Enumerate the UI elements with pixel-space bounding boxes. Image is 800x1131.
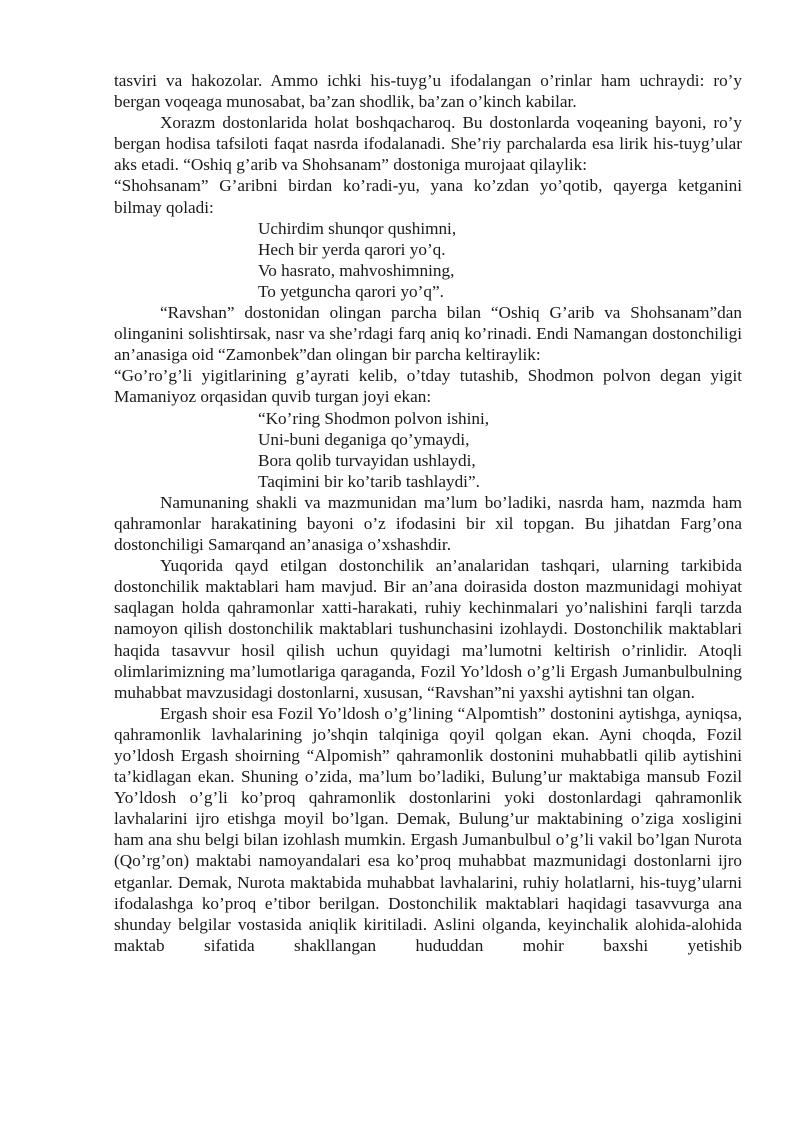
poem-excerpt-1	[114, 218, 742, 302]
poem-line: Hech bir yerda qarori yo’q.	[258, 239, 446, 259]
paragraph-3-continued: “Go’ro’g’li yigitlarining g’ayrati kelib, o’tday tutashib, Shodmon polvon degan yigit Mamaniyoz orqasidan quvib turgan joyi ekan:	[114, 366, 742, 407]
paragraph-1: tasviri va hakozolar. Ammo ichki his-tuyg’u ifodalangan o’rinlar ham uchraydi: ro’y bergan voqeaga munosabat, ba’zan shodlik, ba’zan o’kinch kabilar.	[114, 71, 742, 112]
poem-excerpt-2	[114, 408, 742, 492]
poem-line: Bora qolib turvayidan ushlaydi,	[258, 450, 476, 470]
paragraph-5: Yuqorida qayd etilgan dostonchilik an’analaridan tashqari, ularning tarkibida dostonchilik maktablari ham mavjud. Bir an’ana doirasida doston mazmunidagi mohiyat saqlagan holda qahramonlar xatti-harakati, ruhiy kechinmalari yo’nalishini farqli tarzda namoyon qilish dostonchilik maktablari tushunchasini izohlaydi. Dostonchilik maktablari haqida tasavvur hosil qilish uchun quyidagi ma’lumotni keltirish o’rinlidir. Atoqli olimlarimizning ma’lumotlariga qaraganda, Fozil Yo’ldosh o’g’li Ergash Jumanbulbulning muhabbat mavzusidagi dostonlarni, xususan, “Ravshan”ni yaxshi aytishni tan olgan.	[114, 556, 742, 702]
poem-line: Taqimini bir ko’tarib tashlaydi”.	[258, 471, 480, 491]
document-page	[114, 70, 742, 956]
paragraph-4: Namunaning shakli va mazmunidan ma’lum bo’ladiki, nasrda ham, nazmda ham qahramonlar harakatining bayoni o’z ifodasini bir xil topgan. Bu jihatdan Farg’ona dostonchiligi Samarqand an’anasiga o’xshashdir.	[114, 492, 742, 555]
paragraph-2-continued: “Shohsanam” G’aribni birdan ko’radi-yu, yana ko’zdan yo’qotib, qayerga ketganini bilmay qoladi:	[114, 176, 742, 217]
poem-line: To yetguncha qarori yo’q”.	[258, 281, 444, 301]
paragraph-2: Xorazm dostonlarida holat boshqacharoq. Bu dostonlarda voqeaning bayoni, ro’y bergan hodisa tafsiloti faqat nasrda ifodalanadi. She’riy parchalarda esa lirik his-tuyg’ular aks etadi. “Oshiq g’arib va Shohsanam” dostoniga murojaat qilaylik:	[114, 113, 742, 175]
paragraph-6: Ergash shoir esa Fozil Yo’ldosh o’g’lining “Alpomtish” dostonini aytishga, ayniqsa, qahramonlik lavhalarining jo’shqin talqiniga qoyil qolgan ekan. Ayni choqda, Fozil yo’ldosh Ergash shoirning “Alpomish” qahramonlik dostonini muhabbatli qilib aytishini ta’kidlagan ekan. Shuning o’zida, ma’lum bo’ladiki, Bulung’ur maktabiga mansub Fozil Yo’ldosh o’g’li ko’proq qahramonlik dostonlarini yoki dostonlardagi qahramonlik lavhalarini ijro etishga moyil bo’lgan. Demak, Bulung’ur maktabining o’ziga xosligini ham ana shu belgi bilan izohlash mumkin. Ergash Jumanbulbul o’g’li vakil bo’lgan Nurota (Qo’rg’on) maktabi namoyandalari esa ko’proq muhabbat mazmunidagi dostonlarni ijro etganlar. Demak, Nurota maktabida muhabbat lavhalarini, ruhiy holatlarni, his-tuyg’ularni ifodalashga ko’proq e’tibor berilgan. Dostonchilik maktablari haqidagi tasavvurga ana shunday belgilar vostasida aniqlik kiritiladi. Aslini olganda, keyinchalik alohida-alohida maktab sifatida shakllangan hududdan mohir baxshi yetishib	[114, 703, 742, 955]
poem-line: “Ko’ring Shodmon polvon ishini,	[258, 408, 490, 428]
paragraph-3: “Ravshan” dostonidan olingan parcha bilan “Oshiq G’arib va Shohsanam”dan olinganini solishtirsak, nasr va she’rdagi farq aniq ko’rinadi. Endi Namangan dostonchiligi an’anasiga oid “Zamonbek”dan olingan bir parcha keltiraylik:	[114, 303, 742, 365]
poem-line: Vo hasrato, mahvoshimning,	[258, 260, 455, 280]
poem-line: Uchirdim shunqor qushimni,	[258, 218, 457, 238]
poem-line: Uni-buni deganiga qo’ymaydi,	[258, 429, 470, 449]
